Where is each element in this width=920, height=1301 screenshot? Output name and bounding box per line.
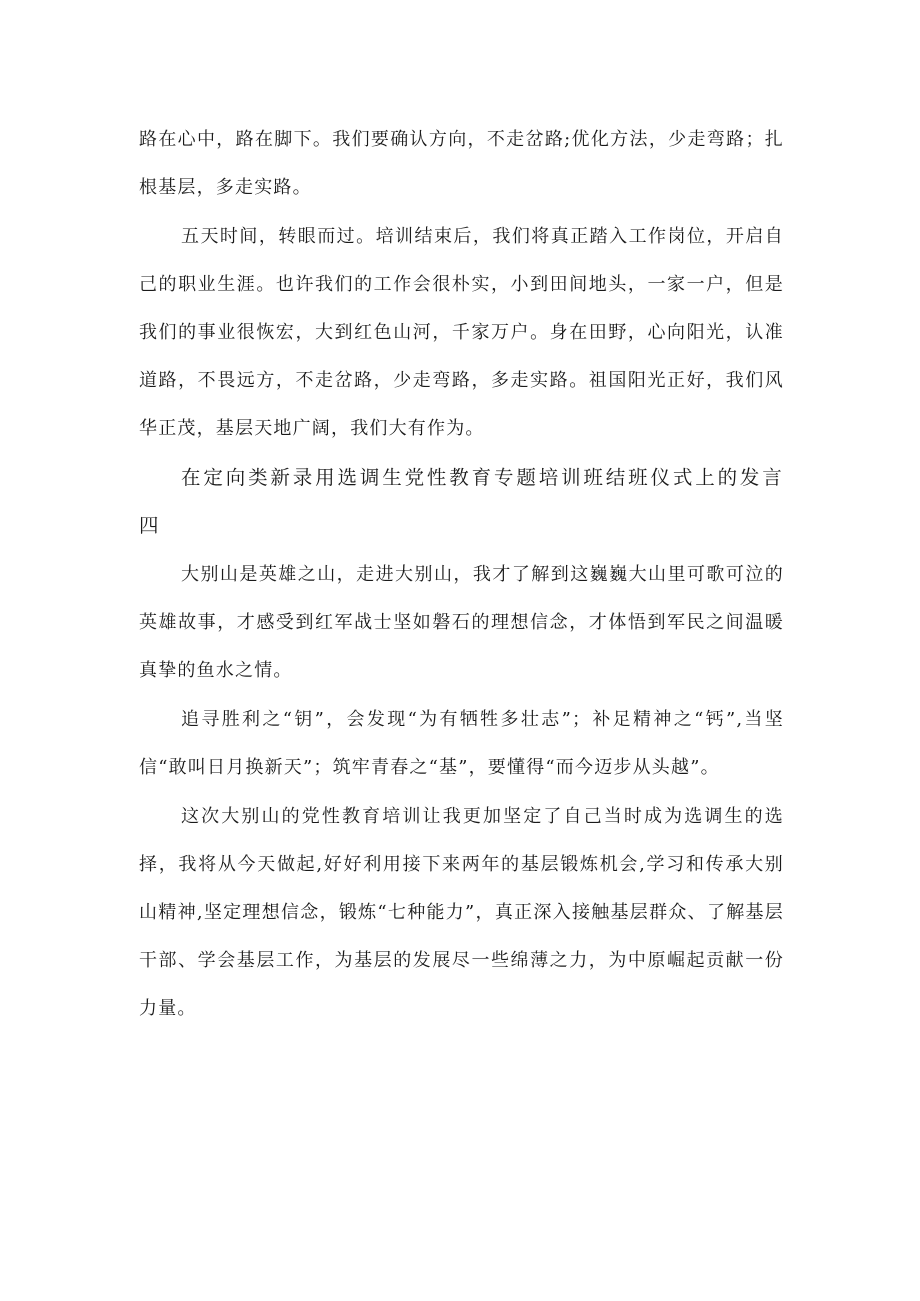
document-page [139, 116, 784, 1033]
section-heading: 在定向类新录用选调生党性教育专题培训班结班仪式上的发言四 [139, 466, 784, 537]
paragraph-1: 路在心中，路在脚下。我们要确认方向，不走岔路;优化方法，少走弯路；扎根基层，多走实路。 [139, 129, 784, 198]
paragraph-2: 五天时间，转眼而过。培训结束后，我们将真正踏入工作岗位，开启自己的职业生涯。也许我们的工作会很朴实，小到田间地头，一家一户，但是我们的事业很恢宏，大到红色山河，千家万户。身在田野，心向阳光，认准道路，不畏远方，不走岔路，少走弯路，多走实路。祖国阳光正好，我们风华正茂，基层天地广阔，我们大有作为。 [139, 226, 784, 439]
paragraph-3: 大别山是英雄之山，走进大别山，我才了解到这巍巍大山里可歌可泣的英雄故事，才感受到红军战士坚如磐石的理想信念，才体悟到军民之间温暖真挚的鱼水之情。 [139, 564, 784, 681]
paragraph-4: 追寻胜利之“钥”，会发现“为有牺牲多壮志”；补足精神之“钙”,当坚信“敢叫日月换新天”；筑牢青春之“基”，要懂得“而今迈步从头越”。 [139, 709, 784, 778]
paragraph-5: 这次大别山的党性教育培训让我更加坚定了自己当时成为选调生的选择，我将从今天做起,好好利用接下来两年的基层锻炼机会,学习和传承大别山精神,坚定理想信念，锻炼“七种能力”，真正深入接触基层群众、了解基层干部、学会基层工作，为基层的发展尽一些绵薄之力，为中原崛起贡献一份力量。 [139, 806, 784, 1019]
